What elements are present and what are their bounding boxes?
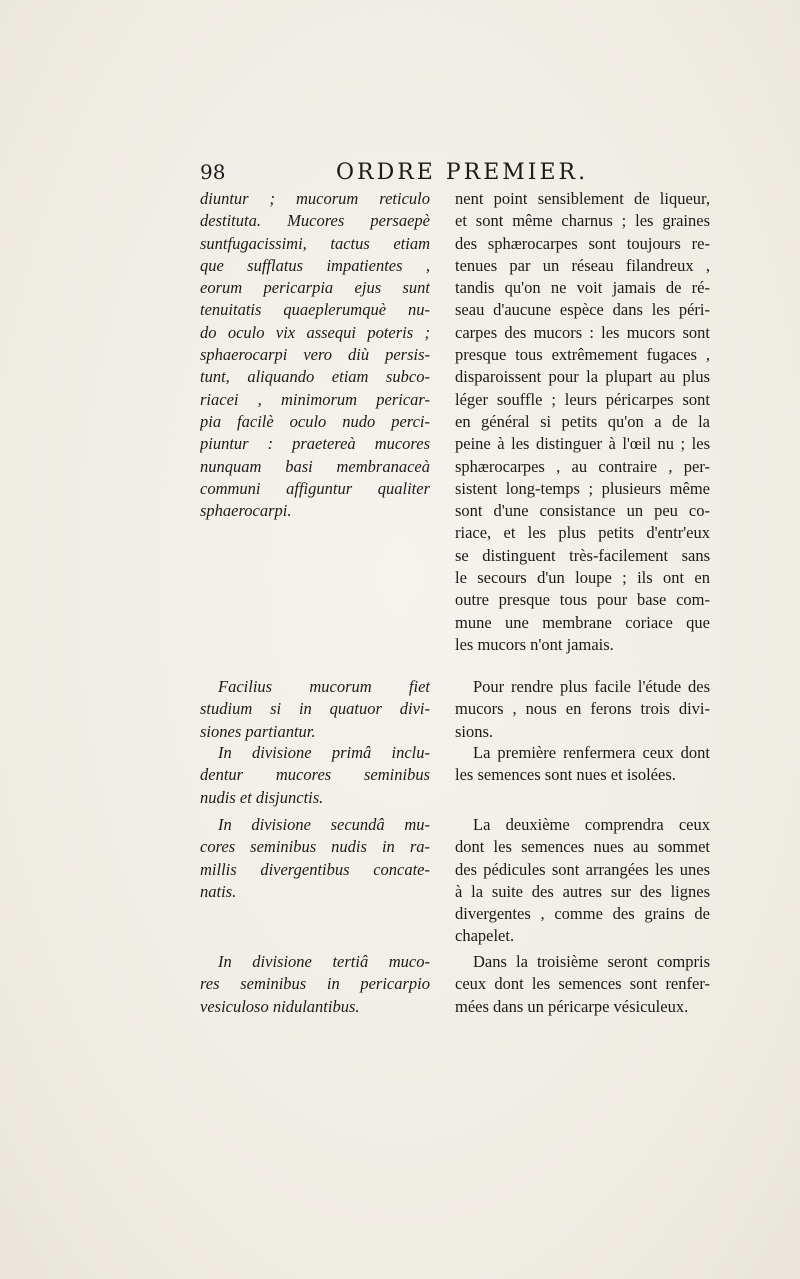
text-line: divergentes , comme des grains de [455,904,710,924]
latin-paragraph-1 [200,188,430,522]
text-line: mune une membrane coriace que [455,612,710,632]
french-paragraph-1 [455,188,710,656]
text-line: nunquam basi membranaceà [200,456,430,476]
text-line: communi affiguntur qualiter [200,478,430,498]
text-line: que sufflatus impatientes , [200,255,430,275]
text-line: riace, et les plus petits d'entr'eux [455,523,710,543]
text-line: en général si petits qu'on a de la [455,411,710,431]
french-paragraph-4 [455,814,710,948]
latin-paragraph-2 [200,676,430,743]
text-line: tandis qu'on ne voit jamais de ré- [455,278,710,298]
text-line: mucors , nous en ferons trois divi- [455,699,710,719]
text-line: peine à les distinguer à l'œil nu ; les [455,434,710,454]
text-line: presque tous extrêmement fugaces , [455,345,710,365]
text-line: sions. [455,721,494,741]
text-line: carpes des mucors : les mucors sont [455,322,710,342]
text-line: sphaerocarpi. [200,501,292,521]
text-line: Facilius mucorum fiet [218,677,430,696]
latin-paragraph-5 [200,951,430,1018]
latin-paragraph-3 [200,742,430,809]
text-line: eorum pericarpia ejus sunt [200,278,430,298]
text-line: Pour rendre plus facile l'étude des [473,677,710,696]
text-line: In divisione secundâ mu- [218,815,430,834]
text-line: La deuxième comprendra ceux [473,815,710,834]
text-line: destituta. Mucores persaepè [200,211,430,231]
french-paragraph-2 [455,676,710,743]
text-line: des sphærocarpes sont toujours re- [455,233,710,253]
text-line: mées dans un péricarpe vésiculeux. [455,996,689,1016]
french-paragraph-3 [455,742,710,787]
text-line: natis. [200,881,237,901]
latin-paragraph-4 [200,814,430,903]
text-line: des pédicules sont arrangées les unes [455,859,710,879]
text-line: et sont même charnus ; les graines [455,211,710,231]
text-line: pia facilè oculo nudo perci- [200,411,430,431]
text-line: suntfugacissimi, tactus etiam [200,233,430,253]
text-line: se distinguent très-facilement sans [455,545,710,565]
page-title: ORDRE PREMIER. [336,160,589,185]
text-line: ceux dont les semences sont renfer- [455,974,710,994]
text-line: nent point sensiblement de liqueur, [455,189,710,208]
text-line: les mucors n'ont jamais. [455,634,614,654]
text-line: vesiculoso nidulantibus. [200,996,360,1016]
text-line: léger souffle ; leurs péricarpes sont [455,389,710,409]
text-line: sont d'une consistance un peu co- [455,501,710,521]
text-line: à la suite des autres sur des lignes [455,881,710,901]
text-line: In divisione tertiâ muco- [218,952,430,971]
text-line: sphaerocarpi vero diù persis- [200,345,430,365]
text-line: piuntur : praetereà mucores [200,434,430,454]
text-line: riacei , minimorum pericar- [200,389,430,409]
page-number: 98 [200,160,226,184]
text-line: le secours d'un loupe ; ils ont en [455,568,710,588]
text-line: do oculo vix assequi poteris ; [200,322,430,342]
text-line: les semences sont nues et isolées. [455,765,676,785]
text-line: La première renfermera ceux dont [473,743,710,762]
text-line: sistent long-temps ; plusieurs même [455,478,710,498]
text-line: tenuitatis quaeplerumquè nu- [200,300,430,320]
text-line: seau d'aucune espèce dans les péri- [455,300,710,320]
text-line: millis divergentibus concate- [200,859,430,879]
text-line: dentur mucores seminibus [200,765,430,785]
french-paragraph-5 [455,951,710,1018]
text-line: dont les semences nues au sommet [455,837,710,857]
text-line: outre presque tous pour base com- [455,590,710,610]
text-line: tenues par un réseau filandreux , [455,255,710,275]
text-line: cores seminibus nudis in ra- [200,837,430,857]
text-line: sphærocarpes , au contraire , per- [455,456,710,476]
text-line: siones partiantur. [200,721,316,741]
text-line: studium si in quatuor divi- [200,699,430,719]
text-line: diuntur ; mucorum reticulo [200,189,430,208]
text-line: nudis et disjunctis. [200,787,324,807]
text-line: res seminibus in pericarpio [200,974,430,994]
text-line: tunt, aliquando etiam subco- [200,367,430,387]
text-line: Dans la troisième seront compris [473,952,710,971]
text-line: chapelet. [455,926,515,946]
text-line: disparoissent pour la plupart au plus [455,367,710,387]
text-line: In divisione primâ inclu- [218,743,430,762]
